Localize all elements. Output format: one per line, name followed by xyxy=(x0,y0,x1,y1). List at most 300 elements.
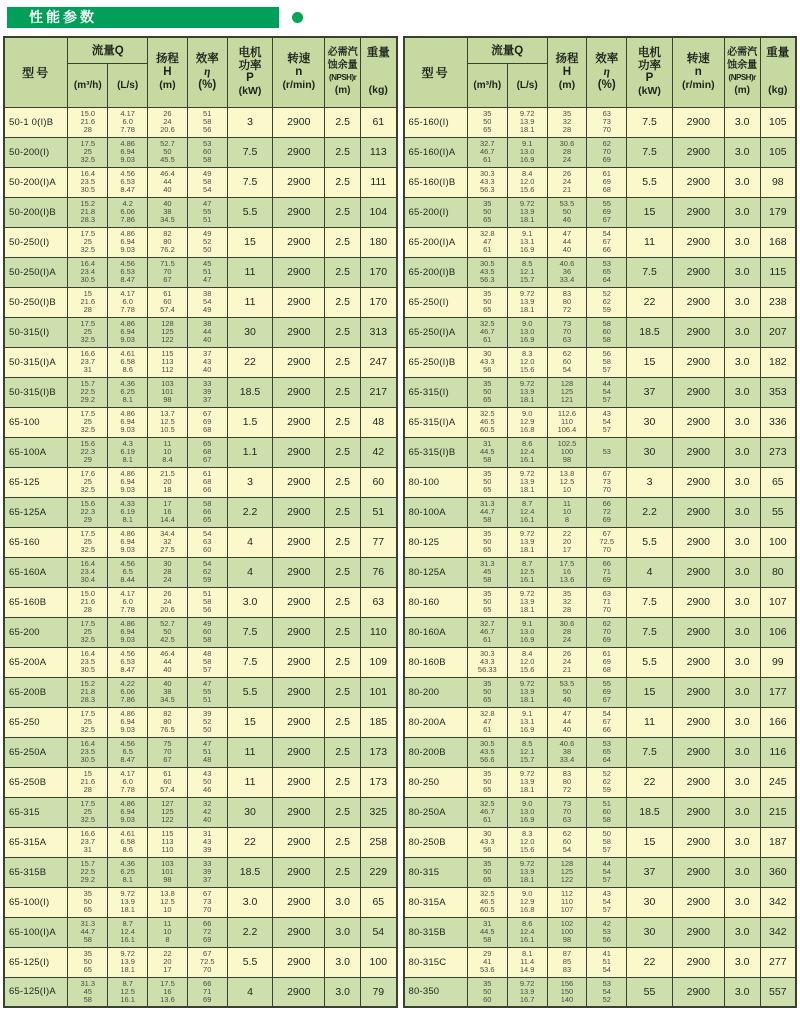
flow-m3h-cell: 31.3 45 58 xyxy=(467,557,507,587)
table-row xyxy=(4,287,397,317)
head-cell: 102 100 98 xyxy=(547,917,587,947)
npsh-cell: 2.5 xyxy=(325,377,361,407)
performance-table-right xyxy=(403,36,798,1008)
head-cell: 102.5 100 98 xyxy=(547,437,587,467)
flow-m3h-cell: 35 50 65 xyxy=(467,767,507,797)
speed-cell: 2900 xyxy=(273,617,325,647)
efficiency-cell: 49 58 54 xyxy=(187,167,227,197)
power-cell: 4 xyxy=(227,527,273,557)
table-row xyxy=(4,437,397,467)
table-row xyxy=(4,377,397,407)
flow-ls-cell: 4.86 6.94 9.03 xyxy=(108,527,148,557)
npsh-cell: 2.5 xyxy=(325,347,361,377)
power-cell: 22 xyxy=(227,827,273,857)
speed-cell: 2900 xyxy=(273,317,325,347)
flow-ls-cell: 4.17 6.0 7.78 xyxy=(108,587,148,617)
power-cell: 18.5 xyxy=(227,377,273,407)
npsh-cell: 2.5 xyxy=(325,587,361,617)
efficiency-cell: 55 69 67 xyxy=(587,677,627,707)
efficiency-cell: 66 71 69 xyxy=(587,557,627,587)
power-cell: 7.5 xyxy=(627,737,673,767)
power-cell: 11 xyxy=(627,227,673,257)
head-cell: 40 38 34.5 xyxy=(148,677,188,707)
power-cell: 7.5 xyxy=(627,257,673,287)
speed-cell: 2900 xyxy=(273,287,325,317)
head-cell: 112.6 110 106.4 xyxy=(547,407,587,437)
model-cell: 80-200B xyxy=(404,737,468,767)
npsh-cell: 2.5 xyxy=(325,857,361,887)
weight-cell: 107 xyxy=(760,587,796,617)
table-row xyxy=(4,617,397,647)
power-cell: 30 xyxy=(227,317,273,347)
model-cell: 80-315C xyxy=(404,947,468,977)
flow-m3h-cell: 32.8 47 61 xyxy=(467,227,507,257)
flow-ls-cell: 4.56 6.5 8.47 xyxy=(108,737,148,767)
column-header-flow-m3h: (m³/h) xyxy=(68,63,108,107)
weight-cell: 105 xyxy=(760,107,796,137)
npsh-cell: 3.0 xyxy=(724,767,760,797)
flow-ls-cell: 9.0 13.0 16.9 xyxy=(507,797,547,827)
speed-cell: 2900 xyxy=(273,137,325,167)
npsh-cell: 3.0 xyxy=(724,827,760,857)
npsh-cell: 3.0 xyxy=(724,227,760,257)
speed-cell: 2900 xyxy=(273,797,325,827)
speed-cell: 2900 xyxy=(672,677,724,707)
speed-cell: 2900 xyxy=(273,677,325,707)
npsh-cell: 3.0 xyxy=(724,437,760,467)
flow-m3h-cell: 30.3 43.3 56.33 xyxy=(467,647,507,677)
npsh-cell: 2.5 xyxy=(325,737,361,767)
head-cell: 62 60 54 xyxy=(547,347,587,377)
table-row xyxy=(404,557,797,587)
speed-cell: 2900 xyxy=(672,287,724,317)
head-cell: 22 20 17 xyxy=(148,947,188,977)
flow-m3h-cell: 32.5 46.7 61 xyxy=(467,797,507,827)
flow-m3h-cell: 32.5 46.7 61 xyxy=(467,317,507,347)
speed-cell: 2900 xyxy=(273,437,325,467)
model-cell: 50-250(I)B xyxy=(4,287,68,317)
power-cell: 4 xyxy=(227,977,273,1007)
speed-cell: 2900 xyxy=(273,857,325,887)
head-cell: 13.8 12.5 10 xyxy=(148,887,188,917)
weight-cell: 111 xyxy=(361,167,397,197)
head-cell: 103 101 98 xyxy=(148,857,188,887)
power-cell: 18.5 xyxy=(627,317,673,347)
table-row xyxy=(4,827,397,857)
power-cell: 2.2 xyxy=(227,497,273,527)
flow-m3h-cell: 35 50 65 xyxy=(68,947,108,977)
weight-cell: 182 xyxy=(760,347,796,377)
speed-cell: 2900 xyxy=(672,647,724,677)
head-cell: 35 32 28 xyxy=(547,107,587,137)
flow-ls-cell: 9.0 13.0 16.9 xyxy=(507,317,547,347)
flow-ls-cell: 4.33 6.19 8.1 xyxy=(108,497,148,527)
flow-m3h-cell: 17.6 25 32.5 xyxy=(68,467,108,497)
power-cell: 18.5 xyxy=(627,797,673,827)
model-cell: 65-160 xyxy=(4,527,68,557)
weight-cell: 185 xyxy=(361,707,397,737)
weight-cell: 80 xyxy=(760,557,796,587)
model-cell: 80-315A xyxy=(404,887,468,917)
flow-m3h-cell: 35 50 60 xyxy=(467,977,507,1007)
efficiency-cell: 67 73 70 xyxy=(587,467,627,497)
flow-ls-cell: 8.1 11.4 14.9 xyxy=(507,947,547,977)
flow-m3h-cell: 35 50 65 xyxy=(467,587,507,617)
weight-cell: 277 xyxy=(760,947,796,977)
flow-ls-cell: 9.72 13.9 18.1 xyxy=(108,947,148,977)
model-cell: 50-250(I) xyxy=(4,227,68,257)
table-row xyxy=(4,407,397,437)
head-cell: 47 44 40 xyxy=(547,227,587,257)
table-row xyxy=(4,797,397,827)
power-cell: 4 xyxy=(227,557,273,587)
speed-cell: 2900 xyxy=(672,797,724,827)
speed-cell: 2900 xyxy=(273,497,325,527)
column-header-speed: 转速 n (r/min) xyxy=(672,37,724,107)
weight-cell: 215 xyxy=(760,797,796,827)
npsh-cell: 3.0 xyxy=(724,887,760,917)
head-cell: 71.5 70 67 xyxy=(148,257,188,287)
flow-m3h-cell: 16.4 23.4 30.4 xyxy=(68,557,108,587)
power-cell: 22 xyxy=(627,947,673,977)
weight-cell: 65 xyxy=(760,467,796,497)
weight-cell: 116 xyxy=(760,737,796,767)
head-cell: 40.6 38 33.4 xyxy=(547,737,587,767)
model-cell: 80-250B xyxy=(404,827,468,857)
power-cell: 5.5 xyxy=(227,197,273,227)
npsh-cell: 2.5 xyxy=(325,467,361,497)
efficiency-cell: 62 70 69 xyxy=(587,617,627,647)
model-cell: 65-250(I)A xyxy=(404,317,468,347)
efficiency-cell: 43 50 46 xyxy=(187,767,227,797)
efficiency-cell: 66 72 69 xyxy=(187,917,227,947)
efficiency-cell: 44 54 57 xyxy=(587,857,627,887)
table-row xyxy=(4,527,397,557)
flow-ls-cell: 9.72 13.9 18.1 xyxy=(507,767,547,797)
table-row xyxy=(4,887,397,917)
flow-ls-cell: 4.22 6.06 7.86 xyxy=(108,677,148,707)
model-cell: 65-100(I)A xyxy=(4,917,68,947)
head-cell: 30.6 28 24 xyxy=(547,137,587,167)
npsh-cell: 2.5 xyxy=(325,617,361,647)
weight-cell: 63 xyxy=(361,587,397,617)
weight-cell: 110 xyxy=(361,617,397,647)
head-cell: 30.6 28 24 xyxy=(547,617,587,647)
power-cell: 30 xyxy=(627,887,673,917)
efficiency-cell: 54 67 66 xyxy=(587,707,627,737)
table-row xyxy=(404,227,797,257)
flow-m3h-cell: 17.5 25 32.5 xyxy=(68,407,108,437)
speed-cell: 2900 xyxy=(273,767,325,797)
flow-m3h-cell: 31 44.5 58 xyxy=(467,917,507,947)
efficiency-cell: 55 69 67 xyxy=(587,197,627,227)
head-cell: 83 80 72 xyxy=(547,767,587,797)
head-cell: 156 150 140 xyxy=(547,977,587,1007)
speed-cell: 2900 xyxy=(273,407,325,437)
speed-cell: 2900 xyxy=(672,857,724,887)
power-cell: 15 xyxy=(627,677,673,707)
flow-ls-cell: 8.3 12.0 15.6 xyxy=(507,827,547,857)
speed-cell: 2900 xyxy=(273,167,325,197)
model-cell: 65-160B xyxy=(4,587,68,617)
efficiency-cell: 38 44 40 xyxy=(187,317,227,347)
head-cell: 11 10 8 xyxy=(148,917,188,947)
head-cell: 22 20 17 xyxy=(547,527,587,557)
power-cell: 15 xyxy=(227,707,273,737)
speed-cell: 2900 xyxy=(672,257,724,287)
power-cell: 1.5 xyxy=(227,407,273,437)
flow-ls-cell: 9.1 13.0 16.9 xyxy=(507,137,547,167)
flow-ls-cell: 4.36 6.25 8.1 xyxy=(108,857,148,887)
speed-cell: 2900 xyxy=(672,767,724,797)
npsh-cell: 2.5 xyxy=(325,437,361,467)
model-cell: 80-160B xyxy=(404,647,468,677)
speed-cell: 2900 xyxy=(672,377,724,407)
head-cell: 53.5 50 46 xyxy=(547,197,587,227)
flow-ls-cell: 9.1 13.1 16.9 xyxy=(507,227,547,257)
weight-cell: 54 xyxy=(361,917,397,947)
power-cell: 7.5 xyxy=(227,647,273,677)
speed-cell: 2900 xyxy=(672,137,724,167)
efficiency-cell: 61 69 68 xyxy=(587,647,627,677)
model-cell: 80-250A xyxy=(404,797,468,827)
npsh-cell: 2.5 xyxy=(325,197,361,227)
weight-cell: 325 xyxy=(361,797,397,827)
flow-m3h-cell: 16.4 23.5 30.5 xyxy=(68,647,108,677)
weight-cell: 217 xyxy=(361,377,397,407)
weight-cell: 273 xyxy=(760,437,796,467)
efficiency-cell: 67 69 68 xyxy=(187,407,227,437)
npsh-cell: 3.0 xyxy=(724,677,760,707)
column-header-weight: 重量 (kg) xyxy=(760,37,796,107)
flow-m3h-cell: 35 50 65 xyxy=(467,857,507,887)
speed-cell: 2900 xyxy=(273,947,325,977)
head-cell: 115 113 112 xyxy=(148,347,188,377)
power-cell: 30 xyxy=(227,797,273,827)
model-cell: 65-315(I)A xyxy=(404,407,468,437)
weight-cell: 170 xyxy=(361,257,397,287)
npsh-cell: 3.0 xyxy=(325,947,361,977)
npsh-cell: 2.5 xyxy=(325,827,361,857)
efficiency-cell: 53 65 64 xyxy=(587,737,627,767)
power-cell: 37 xyxy=(627,377,673,407)
flow-m3h-cell: 32.7 46.7 61 xyxy=(467,137,507,167)
power-cell: 2.2 xyxy=(227,917,273,947)
speed-cell: 2900 xyxy=(273,707,325,737)
flow-ls-cell: 9.72 13.9 18.1 xyxy=(507,857,547,887)
weight-cell: 48 xyxy=(361,407,397,437)
table-row xyxy=(404,467,797,497)
table-row xyxy=(404,137,797,167)
green-dot-icon xyxy=(292,12,303,23)
column-header-power: 电机 功率 P (kW) xyxy=(227,37,273,107)
table-row xyxy=(4,677,397,707)
weight-cell: 65 xyxy=(361,887,397,917)
power-cell: 7.5 xyxy=(227,137,273,167)
speed-cell: 2900 xyxy=(273,587,325,617)
efficiency-cell: 52 62 59 xyxy=(587,287,627,317)
head-cell: 82 80 76.2 xyxy=(148,227,188,257)
head-cell: 53.5 50 46 xyxy=(547,677,587,707)
flow-m3h-cell: 17.5 25 32.5 xyxy=(68,797,108,827)
flow-m3h-cell: 32.5 46.5 60.5 xyxy=(467,887,507,917)
flow-ls-cell: 8.7 12.5 16.1 xyxy=(507,557,547,587)
weight-cell: 207 xyxy=(760,317,796,347)
model-cell: 65-315B xyxy=(4,857,68,887)
flow-ls-cell: 8.5 12.1 15.7 xyxy=(507,257,547,287)
weight-cell: 100 xyxy=(760,527,796,557)
efficiency-cell: 33 39 37 xyxy=(187,857,227,887)
speed-cell: 2900 xyxy=(273,197,325,227)
power-cell: 37 xyxy=(627,857,673,887)
flow-ls-cell: 4.17 6.0 7.78 xyxy=(108,107,148,137)
power-cell: 15 xyxy=(627,347,673,377)
flow-m3h-cell: 31.3 44.7 58 xyxy=(68,917,108,947)
column-header-npsh: 必需汽 蚀余量 (NPSH)r (m) xyxy=(724,37,760,107)
column-header-model: 型号 xyxy=(404,37,468,107)
model-cell: 80-100A xyxy=(404,497,468,527)
efficiency-cell: 53 54 52 xyxy=(587,977,627,1007)
weight-cell: 258 xyxy=(361,827,397,857)
flow-m3h-cell: 31 44.5 58 xyxy=(467,437,507,467)
model-cell: 80-125 xyxy=(404,527,468,557)
speed-cell: 2900 xyxy=(672,887,724,917)
flow-ls-cell: 9.72 13.9 18.1 xyxy=(507,527,547,557)
weight-cell: 360 xyxy=(760,857,796,887)
efficiency-cell: 37 43 40 xyxy=(187,347,227,377)
table-row xyxy=(4,737,397,767)
power-cell: 22 xyxy=(627,287,673,317)
model-cell: 50-200(I)B xyxy=(4,197,68,227)
power-cell: 2.2 xyxy=(627,497,673,527)
head-cell: 52.7 50 45.5 xyxy=(148,137,188,167)
speed-cell: 2900 xyxy=(672,617,724,647)
table-row xyxy=(404,377,797,407)
weight-cell: 170 xyxy=(361,287,397,317)
table-row xyxy=(404,677,797,707)
flow-ls-cell: 8.4 12.0 15.6 xyxy=(507,167,547,197)
npsh-cell: 2.5 xyxy=(325,797,361,827)
power-cell: 15 xyxy=(227,227,273,257)
power-cell: 22 xyxy=(627,767,673,797)
model-cell: 50-315(I)B xyxy=(4,377,68,407)
head-cell: 128 125 121 xyxy=(547,377,587,407)
head-cell: 82 80 76.5 xyxy=(148,707,188,737)
table-row xyxy=(404,917,797,947)
table-row xyxy=(404,107,797,137)
weight-cell: 342 xyxy=(760,887,796,917)
flow-ls-cell: 8.6 12.4 16.1 xyxy=(507,917,547,947)
npsh-cell: 2.5 xyxy=(325,227,361,257)
column-header-flow-ls: (L/s) xyxy=(108,63,148,107)
head-cell: 52.7 50 42.5 xyxy=(148,617,188,647)
flow-m3h-cell: 15.0 21.6 28 xyxy=(68,107,108,137)
table-row xyxy=(4,317,397,347)
table-row xyxy=(404,737,797,767)
weight-cell: 179 xyxy=(760,197,796,227)
efficiency-cell: 32 42 40 xyxy=(187,797,227,827)
npsh-cell: 2.5 xyxy=(325,647,361,677)
head-cell: 35 32 28 xyxy=(547,587,587,617)
head-cell: 112 110 107 xyxy=(547,887,587,917)
model-cell: 65-250B xyxy=(4,767,68,797)
speed-cell: 2900 xyxy=(672,977,724,1007)
power-cell: 3 xyxy=(227,107,273,137)
table-header xyxy=(404,37,797,107)
table-row xyxy=(404,347,797,377)
speed-cell: 2900 xyxy=(273,377,325,407)
npsh-cell: 3.0 xyxy=(724,407,760,437)
model-cell: 80-315 xyxy=(404,857,468,887)
efficiency-cell: 61 69 68 xyxy=(587,167,627,197)
table-row xyxy=(404,647,797,677)
flow-m3h-cell: 35 50 65 xyxy=(467,377,507,407)
head-cell: 26 24 21 xyxy=(547,647,587,677)
model-cell: 65-200B xyxy=(4,677,68,707)
head-cell: 115 113 110 xyxy=(148,827,188,857)
efficiency-cell: 54 62 59 xyxy=(187,557,227,587)
model-cell: 50-200(I) xyxy=(4,137,68,167)
head-cell: 30 28 24 xyxy=(148,557,188,587)
head-cell: 61 60 57.4 xyxy=(148,287,188,317)
power-cell: 5.5 xyxy=(627,527,673,557)
model-cell: 80-125A xyxy=(404,557,468,587)
speed-cell: 2900 xyxy=(672,947,724,977)
table-row xyxy=(404,887,797,917)
efficiency-cell: 49 60 58 xyxy=(187,617,227,647)
column-header-flow-ls: (L/s) xyxy=(507,63,547,107)
head-cell: 73 70 63 xyxy=(547,317,587,347)
npsh-cell: 3.0 xyxy=(724,167,760,197)
column-header-efficiency: 效率 η (%) xyxy=(187,37,227,107)
table-row xyxy=(4,557,397,587)
npsh-cell: 2.5 xyxy=(325,167,361,197)
column-header-model: 型号 xyxy=(4,37,68,107)
head-cell: 46.4 44 40 xyxy=(148,647,188,677)
table-header xyxy=(4,37,397,107)
efficiency-cell: 67 73 70 xyxy=(187,887,227,917)
efficiency-cell: 51 58 56 xyxy=(187,587,227,617)
weight-cell: 100 xyxy=(361,947,397,977)
flow-ls-cell: 4.61 6.58 8.6 xyxy=(108,347,148,377)
table-row xyxy=(404,857,797,887)
npsh-cell: 3.0 xyxy=(724,917,760,947)
weight-cell: 109 xyxy=(361,647,397,677)
table-row xyxy=(4,197,397,227)
speed-cell: 2900 xyxy=(672,167,724,197)
power-cell: 30 xyxy=(627,437,673,467)
head-cell: 47 44 40 xyxy=(547,707,587,737)
speed-cell: 2900 xyxy=(672,737,724,767)
flow-ls-cell: 4.61 6.58 8.6 xyxy=(108,827,148,857)
model-cell: 80-315B xyxy=(404,917,468,947)
flow-m3h-cell: 15.7 22.5 29.2 xyxy=(68,377,108,407)
speed-cell: 2900 xyxy=(672,527,724,557)
section-title-bar xyxy=(7,7,279,28)
table-row xyxy=(4,497,397,527)
power-cell: 18.5 xyxy=(227,857,273,887)
flow-m3h-cell: 15.6 22.3 29 xyxy=(68,497,108,527)
power-cell: 7.5 xyxy=(627,587,673,617)
flow-m3h-cell: 30.5 43.5 56.3 xyxy=(467,257,507,287)
weight-cell: 342 xyxy=(760,917,796,947)
model-cell: 80-250 xyxy=(404,767,468,797)
model-cell: 80-200 xyxy=(404,677,468,707)
flow-m3h-cell: 32.7 46.7 61 xyxy=(467,617,507,647)
npsh-cell: 2.5 xyxy=(325,497,361,527)
npsh-cell: 3.0 xyxy=(724,947,760,977)
weight-cell: 180 xyxy=(361,227,397,257)
